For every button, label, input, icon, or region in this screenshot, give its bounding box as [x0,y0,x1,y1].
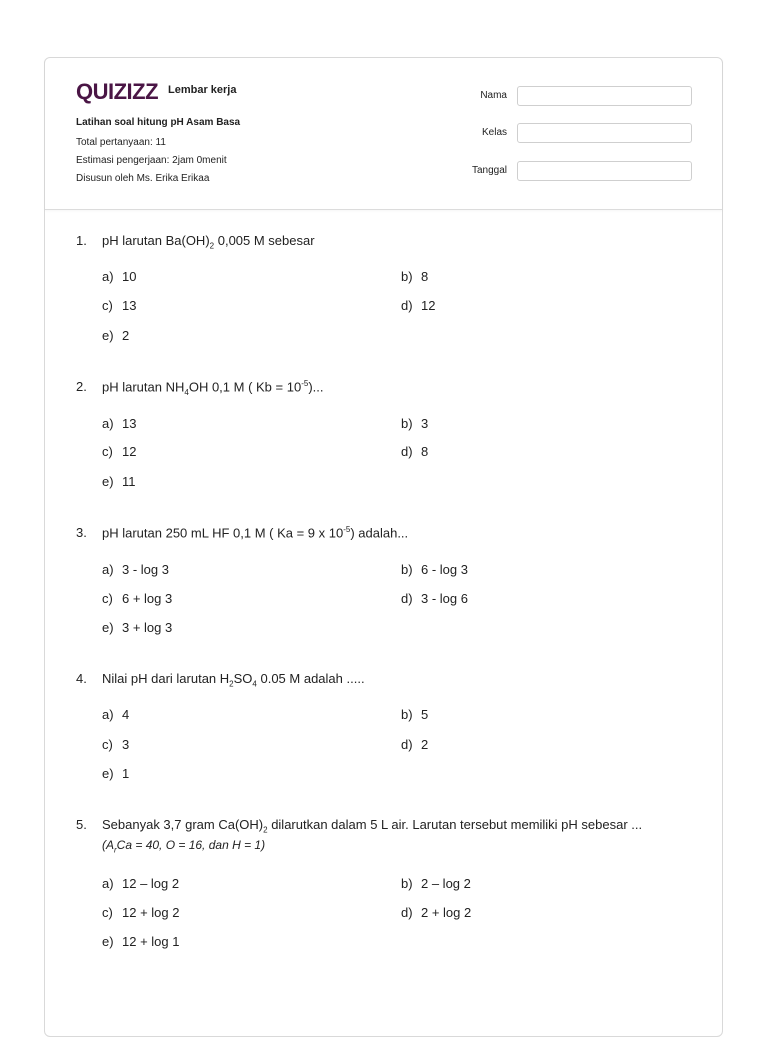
option-d: d) 2 [401,737,429,752]
option-d: d) 12 [401,298,436,313]
option-a: a) 12 – log 2 [102,876,180,891]
author: Disusun oleh Ms. Erika Erikaa [76,173,210,184]
quizizz-logo [76,79,162,105]
class-label: Kelas [481,127,507,138]
name-field[interactable] [517,86,692,106]
option-d: d) 2 + log 2 [401,905,472,920]
option-d: d) 8 [401,444,429,459]
date-label: Tanggal [471,165,507,176]
question-text: pH larutan $NH_4OH$ 0,1 M ( $Kb = 10^{-5}$)... [102,379,324,397]
question-note: ($A_rCa = 40$, O = 16, dan H = 1) [102,838,266,855]
worksheet-label: Lembar kerja [168,84,237,96]
option-b: b) 5 [401,707,429,722]
option-c: c) 3 [102,737,130,752]
option-c: c) 6 + log 3 [102,591,173,606]
question-number: 2. [76,379,87,394]
svg-text:QUIZIZZ: QUIZIZZ [76,79,159,104]
option-e: e) 11 [102,474,136,489]
date-field[interactable] [517,161,692,181]
worksheet-card [44,57,723,1037]
question-text: Sebanyak 3,7 gram $Ca(OH)_2$ dilarutkan dalam 5 L air. Larutan tersebut memiliki pH sebesar ... [102,817,643,835]
question-text: pH larutan 250 mL HF 0,1 M ( Ka = 9 x $10^{-5}$) adalah... [102,525,409,541]
total-questions: Total pertanyaan: 11 [76,137,166,148]
worksheet-header [45,58,722,210]
option-e: e) 1 [102,766,130,781]
option-b: b) 2 – log 2 [401,876,471,891]
option-e: e) 2 [102,328,130,343]
option-d: d) 3 - log 6 [401,591,468,606]
question-number: 1. [76,233,87,248]
brand [76,79,236,105]
option-e: e) 12 + log 1 [102,934,180,949]
option-c: c) 12 [102,444,137,459]
worksheet-title: Latihan soal hitung pH Asam Basa [76,117,241,128]
question-number: 3. [76,525,87,540]
option-a: a) 10 [102,269,137,284]
option-e: e) 3 + log 3 [102,620,173,635]
option-a: a) 3 - log 3 [102,562,169,577]
option-b: b) 3 [401,416,429,431]
class-field[interactable] [517,123,692,143]
question-number: 5. [76,817,87,832]
question-number: 4. [76,671,87,686]
question-text: pH larutan $Ba(OH)_2$ 0,005 M sebesar [102,233,315,251]
option-b: b) 8 [401,269,429,284]
name-label: Nama [480,90,507,101]
option-a: a) 13 [102,416,137,431]
question-text: Nilai pH dari larutan $H_2SO_4$ 0.05 M adalah ..... [102,671,365,689]
estimated-time: Estimasi pengerjaan: 2jam 0menit [76,155,227,166]
option-a: a) 4 [102,707,130,722]
option-c: c) 13 [102,298,137,313]
option-c: c) 12 + log 2 [102,905,180,920]
option-b: b) 6 - log 3 [401,562,468,577]
